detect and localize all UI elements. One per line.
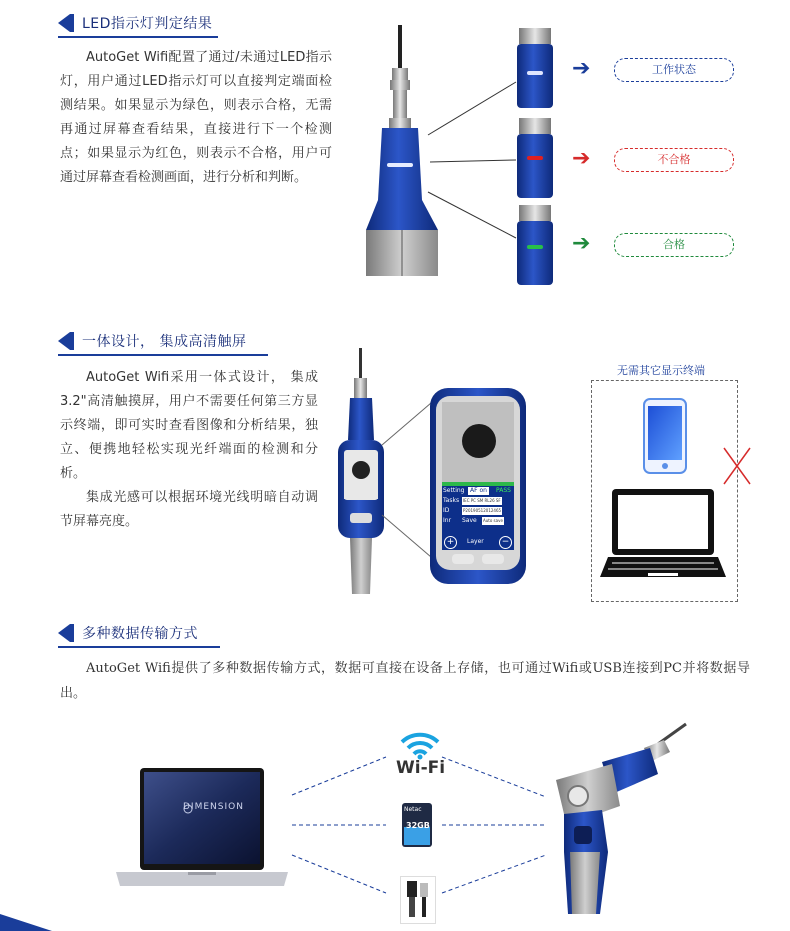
usb-icon <box>400 876 436 924</box>
transfer-description: AutoGet Wifi提供了多种数据传输方式，数据可直接在设备上存储，也可通过Wifi或USB连接到PC并将数据导出。 <box>60 661 750 701</box>
layer-button[interactable]: Layer <box>467 538 484 545</box>
zoom-in-button[interactable]: + <box>444 536 457 549</box>
status-pass: 合格 <box>614 233 734 257</box>
section-title: 一体设计， 集成高清触屏 <box>82 334 247 350</box>
tab-setting[interactable]: Setting <box>443 487 465 494</box>
hardware-button-left[interactable] <box>452 554 474 564</box>
sd-card-capacity: 32GB <box>406 821 430 830</box>
save-field[interactable]: Auto save <box>483 518 503 523</box>
section-heading-transfer <box>58 622 220 648</box>
connection-lines-left <box>290 755 390 895</box>
screen-image <box>442 402 514 484</box>
zoom-out-button[interactable]: − <box>499 536 512 549</box>
laptop-icon <box>598 487 728 583</box>
section-title: 多种数据传输方式 <box>82 626 198 642</box>
arrow-right-icon: ➔ <box>572 146 591 171</box>
status-fail: 不合格 <box>614 148 734 172</box>
led-connector-lines <box>420 80 520 240</box>
sd-card-brand: Netac <box>404 806 422 813</box>
heading-marker-icon <box>58 332 70 350</box>
tab-af[interactable]: AF on <box>470 487 487 494</box>
tasks-field[interactable]: IEC PC SM RL26 SF <box>463 498 501 503</box>
screen-panel: Setting AF on PASS Tasks IEC PC SM RL26 SF ID P20190512012465 Inr Save Auto save <box>442 486 514 534</box>
id-field[interactable]: P20190512012465 <box>463 508 502 513</box>
result-pass: PASS <box>496 487 511 494</box>
arrow-right-icon: ➔ <box>572 231 591 256</box>
wifi-label: Wi-Fi <box>396 758 446 778</box>
section-title: LED指示灯判定结果 <box>82 16 213 32</box>
pistol-device-illustration <box>546 722 696 917</box>
hardware-button-right[interactable] <box>482 554 504 564</box>
design-description: AutoGet Wifi采用一体式设计， 集成3.2"高清触摸屏，用户不需要任何第三方显示终端，即可实时查看图像和分析结果，独立、便携地轻松实现光纤端面的检测和分析。 集成光感可以根据环境光线明暗自动调节屏幕亮度。 <box>60 370 318 529</box>
sd-card-icon <box>402 803 432 847</box>
arrow-right-icon: ➔ <box>572 56 591 81</box>
laptop-brand: DIMENSION <box>183 802 244 812</box>
status-working: 工作状态 <box>614 58 734 82</box>
screen-controls <box>442 534 514 550</box>
no-terminal-label: 无需其它显示终端 <box>617 364 705 377</box>
section-heading-led <box>58 12 218 38</box>
wifi-icon <box>398 730 442 760</box>
connection-lines-right <box>440 755 550 895</box>
probe-head-pass <box>515 205 555 285</box>
phone-icon <box>643 398 687 474</box>
cross-icon <box>722 446 752 486</box>
laptop-illustration <box>112 766 292 894</box>
device-screen-zoom <box>430 388 526 584</box>
heading-marker-icon <box>58 624 70 642</box>
heading-marker-icon <box>58 14 70 32</box>
section-heading-design <box>58 330 268 356</box>
decorative-corner <box>0 914 52 931</box>
probe-head-fail <box>515 118 555 198</box>
led-description: AutoGet Wifi配置了通过/未通过LED指示灯，用户通过LED指示灯可以直接判定端面检测结果。如果显示为绿色，则表示合格，无需再通过屏幕查看结果，直接进行下一个检测点；如果显示为红色，则表示不合格，用户可通过屏幕查看检测画面，进行分析和判断。 <box>60 50 332 185</box>
probe-head-working <box>515 28 555 108</box>
fiber-endface <box>462 424 496 458</box>
